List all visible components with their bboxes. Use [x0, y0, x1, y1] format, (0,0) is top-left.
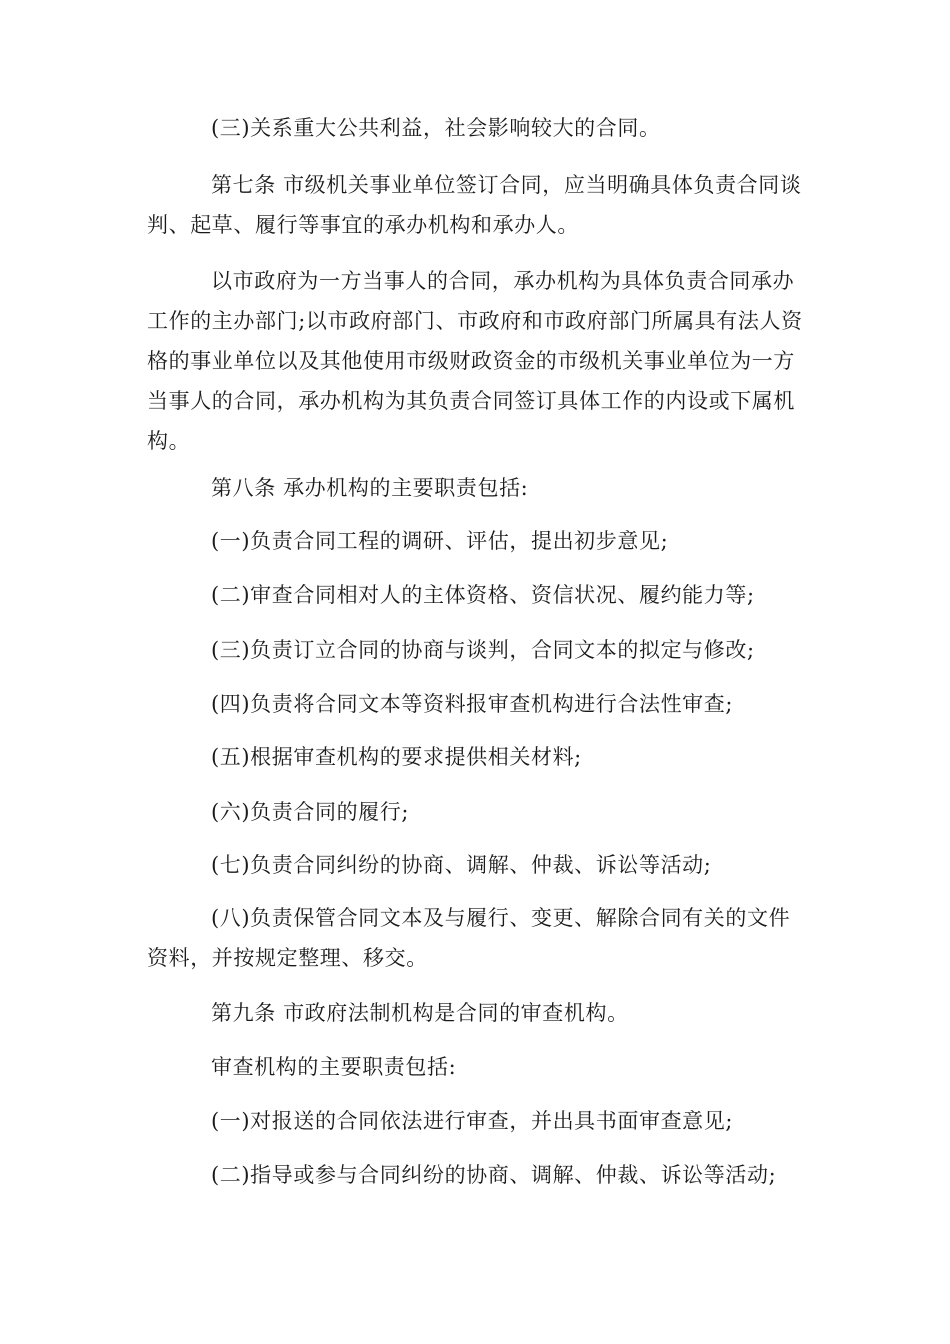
article-8-item-3: (三)负责订立合同的协商与谈判，合同文本的拟定与修改;: [211, 638, 755, 662]
article-9-item-2: (二)指导或参与合同纠纷的协商、调解、仲裁、诉讼等活动;: [211, 1163, 777, 1187]
article-8-item-6: (六)负责合同的履行;: [211, 800, 410, 824]
article-8-heading: 第八条 承办机构的主要职责包括:: [211, 476, 529, 500]
article-9-duties-heading: 审查机构的主要职责包括:: [211, 1055, 457, 1079]
article-9-paragraph: 第九条 市政府法制机构是合同的审查机构。: [211, 1001, 629, 1025]
article-8-item-5: (五)根据审查机构的要求提供相关材料;: [211, 745, 582, 769]
article-8-item-7: (七)负责合同纠纷的协商、调解、仲裁、诉讼等活动;: [211, 853, 712, 877]
paragraph-item-3-clause: (三)关系重大公共利益，社会影响较大的合同。: [211, 116, 661, 140]
article-7-second-paragraph: 以市政府为一方当事人的合同，承办机构为具体负责合同承办工作的主办部门;以市政府部门、市政府和市政府部门所属具有法人资格的事业单位以及其他使用市级财政资金的市级机关事业单位为一方当事人的合同，承办机构为其负责合同签订具体工作的内设或下属机构。: [147, 269, 803, 453]
article-8-item-2: (二)审查合同相对人的主体资格、资信状况、履约能力等;: [211, 583, 755, 607]
article-7-paragraph: 第七条 市级机关事业单位签订合同，应当明确具体负责合同谈判、起草、履行等事宜的承办机构和承办人。: [147, 173, 802, 237]
article-8-item-1: (一)负责合同工程的调研、评估，提出初步意见;: [211, 529, 669, 553]
article-9-item-1: (一)对报送的合同依法进行审查，并出具书面审查意见;: [211, 1109, 734, 1133]
article-8-item-4: (四)负责将合同文本等资料报审查机构进行合法性审查;: [211, 692, 734, 716]
article-8-item-8: (八)负责保管合同文本及与履行、变更、解除合同有关的文件资料，并按规定整理、移交。: [147, 906, 791, 970]
